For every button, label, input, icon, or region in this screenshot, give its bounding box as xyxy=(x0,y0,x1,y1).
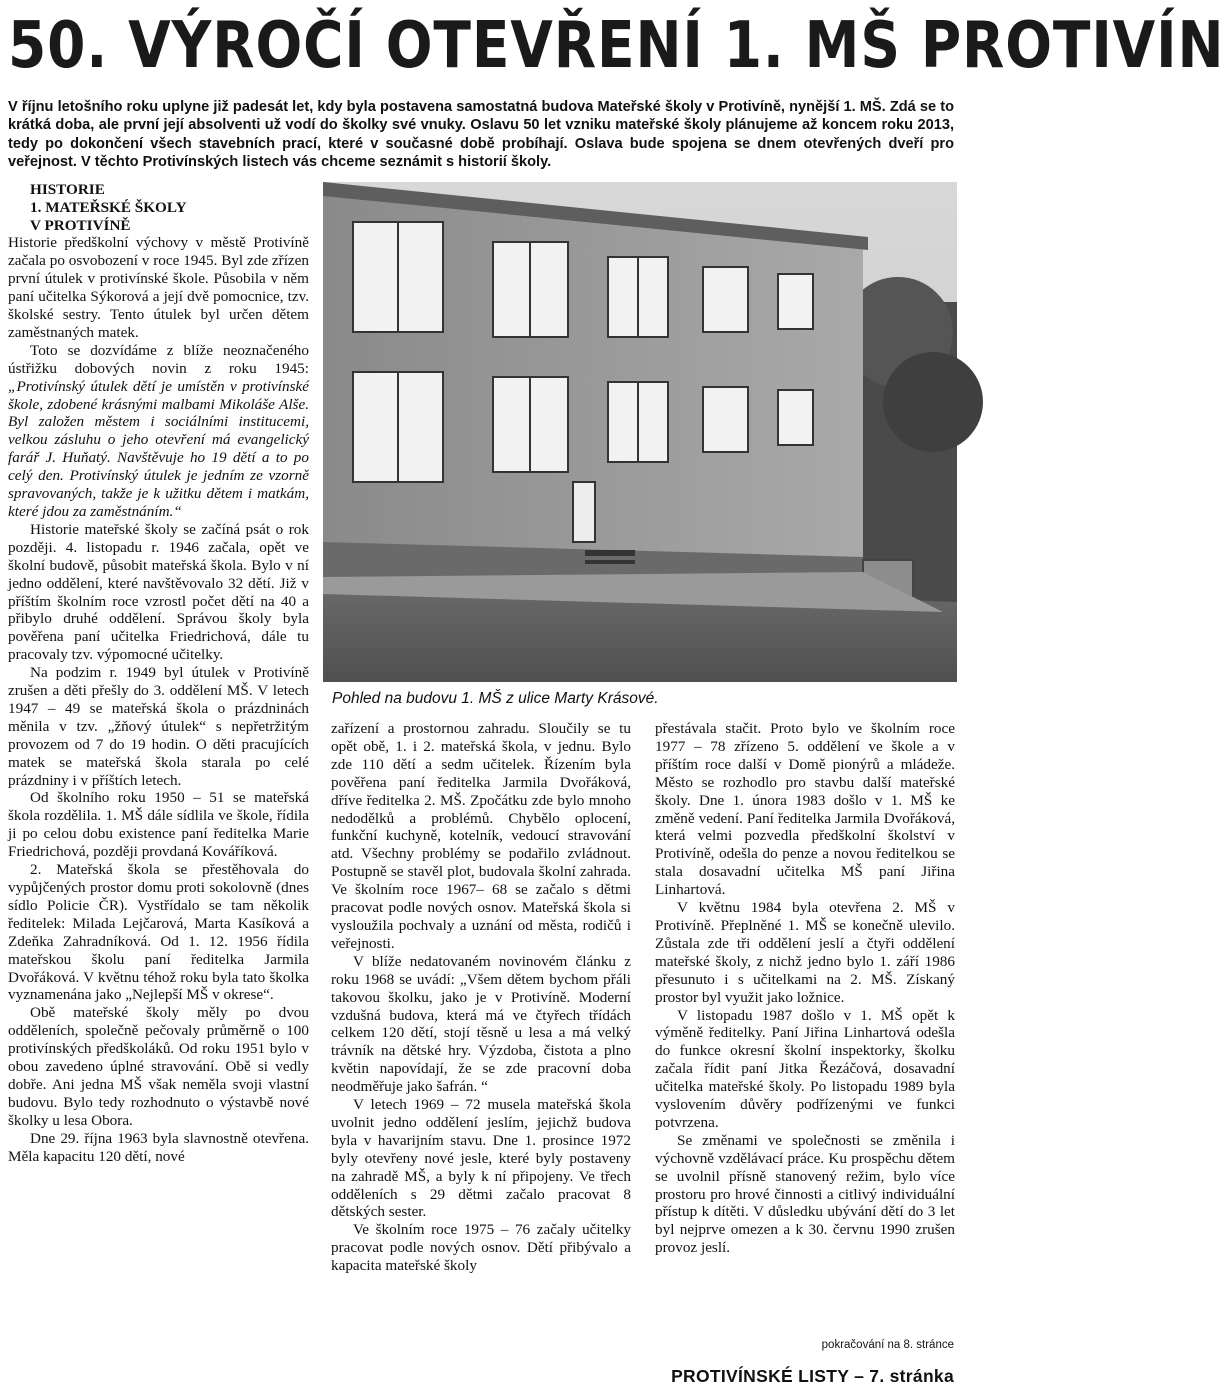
paragraph: Historie mateřské školy se začíná psát o rok později. 4. listopadu r. 1946 začala, opět ve školní budově, působit mateřská škola. Bylo v ní jedno oddělení, které navštěvovalo 32 dětí. Již v příštím školním roce vzrostl počet dětí na 40 a přibylo druhé oddělení. Správou školy byla pověřena paní učitelka Friedrichová, dále tu pracovaly tzv. výpomocné učitelky. xyxy=(8,520,309,664)
lead-paragraph: V říjnu letošního roku uplyne již padesát let, kdy byla postavena samostatná budova Mateřské školy v Protivíně, nynější 1. MŠ. Zdá se to krátká doba, ale první její absolventi už vodí do školky své vnuky. Oslavu 50 let vzniku mateřské školy plánujeme až koncem roku 2013, tedy po dokončení všech stavebních prací, které v současné době probíhají. Oslava bude spojena se dnem otevřených dveří pro veřejnost. V těchto Protivínských listech vás chceme seznámit s historií školy. xyxy=(8,99,954,171)
section-heading: HISTORIE xyxy=(30,181,105,198)
paragraph: přestávala stačit. Proto bylo ve školním roce 1977 – 78 zřízeno 5. oddělení ve škole a v příštím roce další v Domě pionýrů a mládeže. Město se rozhodlo pro stavbu další mateřské školy. Dne 1. února 1983 došlo v 1. MŠ ke změně vedení. Paní ředitelka Jarmila Dvořáková, která velmi pozvedla předškolní školství v Protivíně, odešla do penze a novou ředitelkou se stala dosavadní učitelka MŠ paní Jiřina Linhartová. xyxy=(655,720,955,899)
paragraph: V blíže nedatovaném novinovém článku z roku 1968 se uvádí: „Všem dětem bychom přáli takovou školku, jako je v Protivíně. Moderní vzdušná budova, která má ve čtyřech třídách celkem 120 dětí, stojí těsně u lesa a má velký trávník na dětské hry. Výzdoba, čistota a plno květin napovídají, že se zde pracovní doba neodměřuje jako šafrán. “ xyxy=(331,952,631,1096)
paragraph-text: Toto se dozvídáme z blíže neoznačeného ústřižku dobových novin z roku 1945: xyxy=(8,341,309,377)
paragraph: V letech 1969 – 72 musela mateřská škola uvolnit jedno oddělení jeslím, jejichž budova byla v havarijním stavu. Dne 1. prosince 1972 byly otevřeny nové jesle, které byly postaveny na zahradě MŠ, a byly k ní připojeny. Ve třech odděleních s 29 dětmi začalo pracovat 8 dětských sester. xyxy=(331,1096,631,1221)
continued-note: pokračování na 8. stránce xyxy=(821,1339,954,1351)
paragraph: V listopadu 1987 došlo v 1. MŠ opět k výměně ředitelky. Paní Jiřina Linhartová odešla do funkce okresní školní inspektorky, školku začala řídit paní Jitka Řezáčová, dosavadní učitelka mateřské školy. Po listopadu 1989 byla vyslovením důvěry podřízenými ve funkci potvrzena. xyxy=(655,1006,955,1131)
paragraph: Na podzim r. 1949 byl útulek v Protivíně zrušen a děti přešly do 3. oddělení MŠ. V letech 1947 – 49 se mateřská škola o prázdninách měnila v tzv. „žňový útulek“ s nepřetržitým provozem od 7 do 19 hodin. O děti pracujících matek se mateřská škola starala po celé prázdniny i v příštích letech. xyxy=(8,664,309,789)
paragraph: Se změnami ve společnosti se změnila i výchovně vzdělávací práce. Ku prospěchu dětem se uvolnil přísně stanovený režim, bylo více prostoru pro hrové činnosti a citlivý individuální přístup k dítěti. V důsledku ubývání dětí do 3 let byl nejprve omezen a k 30. červnu 1990 zrušen provoz jeslí. xyxy=(655,1131,955,1257)
paragraph: Ve školním roce 1975 – 76 začaly učitelky pracovat podle nových osnov. Dětí přibývalo a kapacita mateřské školy xyxy=(331,1221,631,1275)
paragraph: Od školního roku 1950 – 51 se mateřská škola rozdělila. 1. MŠ dále sídlila ve škole, řídila ji po celou dobu existence paní ředitelka Marie Friedrichová, později provdaná Kováříková. xyxy=(8,789,309,861)
article-column-2 xyxy=(331,720,631,1275)
article-column-3 xyxy=(655,720,955,1257)
newspaper-quote: „Protivínský útulek dětí je umístěn v protivínské škole, zdobené krásnými malbami Mikoláše Alše. Byl založen městem i sociálními institucemi, velkou zásluhu o jeho otevření má evangelický farář J. Huňatý. Navštěvuje ho 19 dětí a to po celý den. Protivínský útulek je jedním ze vzorně spravovaných, takže je k užitku dětem i matkám, které jdou za zaměstnáním.“ xyxy=(8,377,309,520)
article-column-1 xyxy=(8,181,309,1166)
paragraph: Obě mateřské školy měly po dvou odděleních, společně pečovaly průměrně o 100 protivínských předškoláků. Od roku 1951 bylo v obou zavedeno úplné stravování. Obě si vedly dobře. Ani jedna MŠ však neměla svoji vlastní budovu. Bylo tedy rozhodnuto o výstavbě nové školky u lesa Obora. xyxy=(8,1004,309,1129)
page-title: 50. VÝROČÍ OTEVŘENÍ 1. MŠ PROTIVÍN xyxy=(8,9,1224,83)
paragraph: zařízení a prostornou zahradu. Sloučily se tu opět obě, 1. i 2. mateřská škola, v jednu. Bylo zde 110 dětí a sedm učitelek. Řízením byla pověřena paní ředitelka Jarmila Dvořáková, dříve ředitelka 2. MŠ. Zpočátku zde bylo mnoho nedodělků a problémů. Chybělo oplocení, funkční kuchyně, kotelník, vedoucí stravování atd. Všechny problémy se podařilo zvládnout. Postupně se stavěl plot, budovala školní zahrada. Ve školním roce 1967– 68 se začalo s dětmi pracovat podle nových osnov. Mateřská škola si vysloužila pochvaly a uznání od města, rodičů i veřejnosti. xyxy=(331,720,631,952)
photo-caption: Pohled na budovu 1. MŠ z ulice Marty Krásové. xyxy=(332,690,659,707)
paragraph xyxy=(8,342,309,521)
paragraph: Historie předškolní výchovy v městě Protivíně začala po osvobození v roce 1945. Byl zde zřízen první útulek v protivínské škole. Působila v něm paní učitelka Sýkorová a její dvě pomocnice, tzv. školské sestry. Tento útulek byl určen dětem zaměstnaných matek. xyxy=(8,234,309,341)
paragraph: Dne 29. října 1963 byla slavnostně otevřena. Měla kapacitu 120 dětí, nové xyxy=(8,1129,309,1165)
paragraph: V květnu 1984 byla otevřena 2. MŠ v Protivíně. Přeplněné 1. MŠ se konečně ulevilo. Zůstala zde tři oddělení jeslí a čtyři oddělení mateřské školy, z nichž jedno bylo 1. září 1986 přesunuto i s učitelkami na 2. MŠ. Získaný prostor byl využit jako ložnice. xyxy=(655,899,955,1006)
paragraph: 2. Mateřská škola se přestěhovala do vypůjčených prostor domu proti sokolovně (dnes sídlo Policie ČR). Vystřídalo se tam několik ředitelek: Milada Lejčarová, Marta Kasíková a Zdeňka Zahradníková. Od 1. 12. 1956 řídila mateřskou školu paní ředitelka Jarmila Dvořáková. V květnu téhož roku byla tato školka vyznamenána jako „Nejlepší MŠ v okrese“. xyxy=(8,861,309,1004)
school-building-photo xyxy=(323,182,957,682)
page-footer: PROTIVÍNSKÉ LISTY – 7. stránka xyxy=(671,1366,954,1386)
section-heading: V PROTIVÍNĚ xyxy=(30,216,131,234)
section-heading: 1. MATEŘSKÉ ŠKOLY xyxy=(30,198,187,216)
